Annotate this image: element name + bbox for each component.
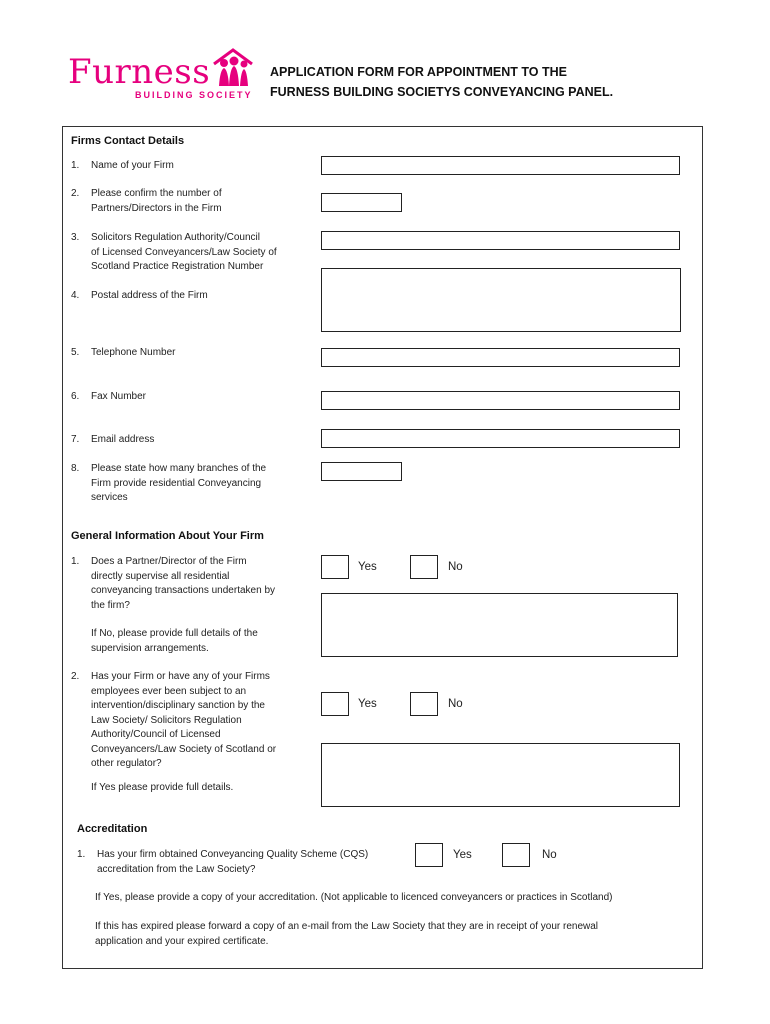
section-heading-contact: Firms Contact Details xyxy=(71,135,185,147)
postal-address-textarea[interactable] xyxy=(321,268,681,332)
section-heading-accreditation: Accreditation xyxy=(77,823,148,835)
email-input[interactable] xyxy=(321,429,680,448)
question-fax: 6. Fax Number xyxy=(71,391,147,402)
telephone-input[interactable] xyxy=(321,348,680,367)
brand-logo-text: Furness xyxy=(68,52,211,92)
supervision-no-checkbox[interactable] xyxy=(410,555,438,579)
section-heading-general: General Information About Your Firm xyxy=(71,530,264,542)
fax-input[interactable] xyxy=(321,391,680,410)
question-cqs: 1. Has your firm obtained Conveyancing Quality Scheme (CQS) accreditation from the Law Society? xyxy=(77,849,369,875)
cqs-yes-checkbox[interactable] xyxy=(415,843,443,867)
partners-count-input[interactable] xyxy=(321,193,402,212)
supervision-yes-checkbox[interactable] xyxy=(321,555,349,579)
family-figures-icon xyxy=(210,46,256,92)
sanction-details-textarea[interactable] xyxy=(321,743,680,807)
cqs-note-expired: If this has expired please forward a copy of an e-mail from the Law Society that they are in receipt of your renewal application and your expired certificate. xyxy=(95,921,599,947)
sanction-no-label: No xyxy=(448,698,463,710)
brand-logo-subtitle: BUILDING SOCIETY xyxy=(135,90,253,100)
question-branches: 8. Please state how many branches of the Firm provide residential Conveyancing services xyxy=(71,463,267,503)
question-firm-name: 1. Name of your Firm xyxy=(71,160,174,171)
question-email: 7. Email address xyxy=(71,434,155,445)
page-title: APPLICATION FORM FOR APPOINTMENT TO THE FURNESS BUILDING SOCIETYS CONVEYANCING PANEL. xyxy=(270,65,614,99)
cqs-yes-label: Yes xyxy=(453,849,472,861)
cqs-note-copy: If Yes, please provide a copy of your accreditation. (Not applicable to licenced conveyancers or practices in Scotland) xyxy=(95,892,613,903)
supervision-note: If No, please provide full details of the supervision arrangements. xyxy=(91,628,258,654)
supervision-details-textarea[interactable] xyxy=(321,593,678,657)
question-partners-count: 2. Please confirm the number of Partners/Directors in the Firm xyxy=(71,188,222,214)
supervision-no-label: No xyxy=(448,561,463,573)
supervision-yes-label: Yes xyxy=(358,561,377,573)
sanction-note: If Yes please provide full details. xyxy=(91,782,234,793)
registration-number-input[interactable] xyxy=(321,231,680,250)
question-telephone: 5. Telephone Number xyxy=(71,347,176,358)
question-registration-number: 3. Solicitors Regulation Authority/Council of Licensed Conveyancers/Law Society of Scotland Practice Registration Number xyxy=(71,232,277,272)
sanction-yes-checkbox[interactable] xyxy=(321,692,349,716)
sanction-yes-label: Yes xyxy=(358,698,377,710)
cqs-no-checkbox[interactable] xyxy=(502,843,530,867)
branches-input[interactable] xyxy=(321,462,402,481)
question-sanction: 2. Has your Firm or have any of your Firms employees ever been subject to an intervention/disciplinary sanction by the Law Society/ Solicitors Regulation Authority/Council of Licensed Conveyancers/Law Society of Scotland or other regulator? xyxy=(71,671,277,769)
firm-name-input[interactable] xyxy=(321,156,680,175)
question-supervision: 1. Does a Partner/Director of the Firm directly supervise all residential conveyancing transactions undertaken by the firm? xyxy=(71,556,276,611)
sanction-no-checkbox[interactable] xyxy=(410,692,438,716)
cqs-no-label: No xyxy=(542,849,557,861)
question-postal-address: 4. Postal address of the Firm xyxy=(71,290,208,301)
